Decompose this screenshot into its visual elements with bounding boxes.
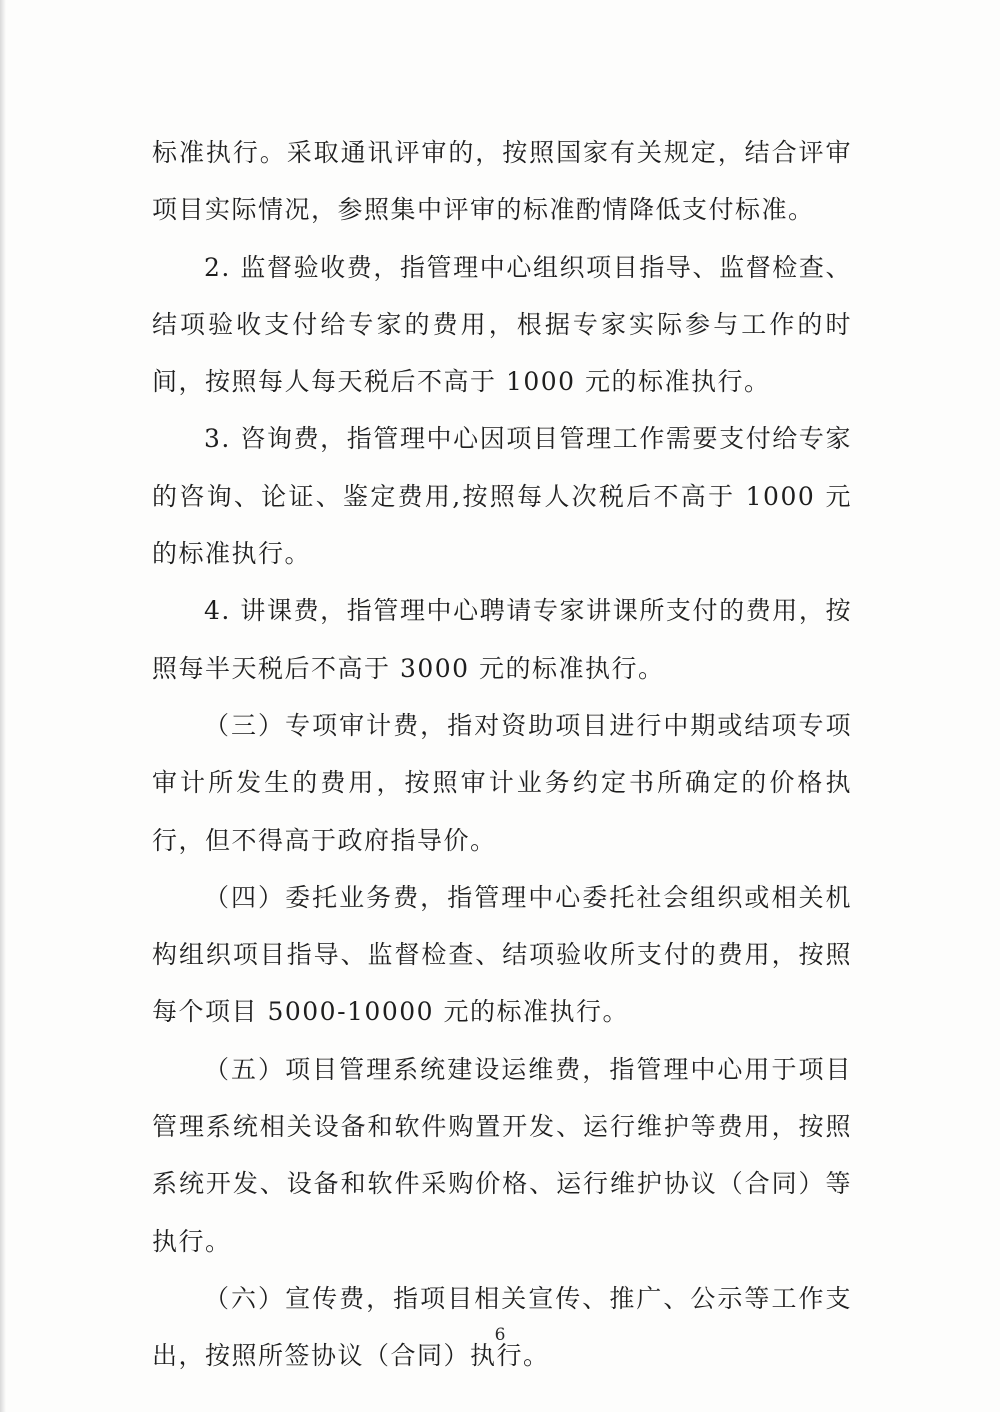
paragraph-continuation: 标准执行。采取通讯评审的，按照国家有关规定，结合评审项目实际情况，参照集中评审的标准酌情降低支付标准。 [152, 138, 852, 225]
paragraph-supervision-fee: 2. 监督验收费，指管理中心组织项目指导、监督检查、结项验收支付给专家的费用，根据专家实际参与工作的时间，按照每人每天税后不高于 1000 元的标准执行。 [152, 252, 852, 397]
paragraph-publicity-fee: （六）宣传费，指项目相关宣传、推广、公示等工作支出，按照所签协议（合同）执行。 [152, 1283, 852, 1371]
page-number: 6 [494, 1325, 506, 1345]
paragraph-system-maintenance-fee: （五）项目管理系统建设运维费，指管理中心用于项目管理系统相关设备和软件购置开发、运行维护等费用，按照系统开发、设备和软件采购价格、运行维护协议（合同）等执行。 [152, 1054, 852, 1256]
paragraph-commission-fee: （四）委托业务费，指管理中心委托社会组织或相关机构组织项目指导、监督检查、结项验收所支付的费用，按照每个项目 5000-10000 元的标准执行。 [152, 882, 852, 1027]
paragraph-lecture-fee: 4. 讲课费，指管理中心聘请专家讲课所支付的费用，按照每半天税后不高于 3000 元的标准执行。 [152, 596, 852, 683]
paragraph-consulting-fee: 3. 咨询费，指管理中心因项目管理工作需要支付给专家的咨询、论证、鉴定费用,按照每人次税后不高于 1000 元的标准执行。 [152, 424, 852, 569]
paragraph-audit-fee: （三）专项审计费，指对资助项目进行中期或结项专项审计所发生的费用，按照审计业务约定书所确定的价格执行，但不得高于政府指导价。 [152, 710, 852, 855]
document-body [152, 124, 852, 1385]
